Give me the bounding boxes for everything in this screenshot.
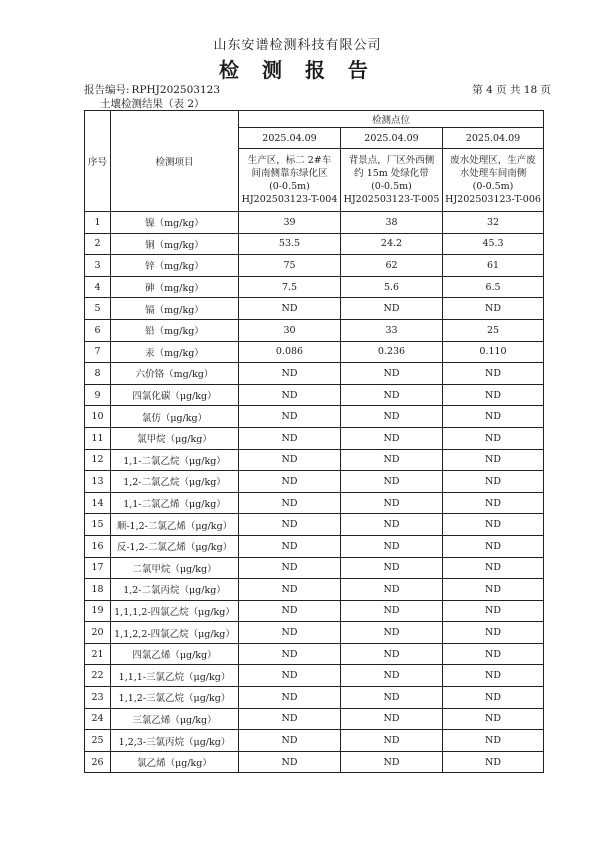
header-row-points bbox=[85, 111, 544, 128]
row-item: 1,1-二氯乙烯（μg/kg） bbox=[111, 492, 239, 514]
row-number: 2 bbox=[85, 233, 111, 255]
row-value: ND bbox=[443, 730, 544, 752]
row-value: ND bbox=[239, 384, 341, 406]
row-value: ND bbox=[341, 384, 443, 406]
row-value: 30 bbox=[239, 319, 341, 341]
report-title: 检 测 报 告 bbox=[219, 58, 376, 82]
row-number: 13 bbox=[85, 471, 111, 493]
table-row bbox=[85, 449, 544, 471]
row-number: 17 bbox=[85, 557, 111, 579]
table-row bbox=[85, 384, 544, 406]
point-location bbox=[239, 149, 341, 212]
row-value: ND bbox=[443, 579, 544, 601]
table-row bbox=[85, 557, 544, 579]
row-value: ND bbox=[239, 687, 341, 709]
table-row bbox=[85, 687, 544, 709]
point-sample-id: HJ202503123-T-006 bbox=[445, 194, 541, 205]
row-value: ND bbox=[341, 298, 443, 320]
row-value: ND bbox=[341, 471, 443, 493]
row-item: 1,1,2,2-四氯乙烷（μg/kg） bbox=[111, 622, 239, 644]
row-number: 1 bbox=[85, 212, 111, 234]
row-value: ND bbox=[443, 492, 544, 514]
company-name: 山东安谱检测科技有限公司 bbox=[213, 38, 382, 53]
row-value: ND bbox=[239, 406, 341, 428]
row-value: ND bbox=[239, 708, 341, 730]
row-number: 8 bbox=[85, 363, 111, 385]
row-value: 32 bbox=[443, 212, 544, 234]
table-row bbox=[85, 643, 544, 665]
table-row bbox=[85, 665, 544, 687]
row-value: 45.3 bbox=[443, 233, 544, 255]
row-item: 1,2-二氯乙烷（μg/kg） bbox=[111, 471, 239, 493]
page-info: 第 4 页 共 18 页 bbox=[472, 84, 551, 96]
row-value: ND bbox=[341, 406, 443, 428]
row-value: ND bbox=[443, 622, 544, 644]
point-location-line2: 约 15m 处绿化带 bbox=[354, 168, 429, 179]
row-item: 镍（mg/kg） bbox=[111, 212, 239, 234]
row-item: 1,2,3-三氯丙烷（μg/kg） bbox=[111, 730, 239, 752]
row-item: 汞（mg/kg） bbox=[111, 341, 239, 363]
results-table bbox=[84, 110, 544, 773]
report-number bbox=[84, 82, 222, 97]
point-sample-id: HJ202503123-T-004 bbox=[241, 194, 338, 205]
point-location-line1: 废水处理区，生产废 bbox=[450, 155, 536, 166]
row-value: ND bbox=[443, 363, 544, 385]
point-depth: (0-0.5m) bbox=[371, 181, 412, 192]
row-item: 1,1,1,2-四氯乙烷（μg/kg） bbox=[111, 600, 239, 622]
row-value: ND bbox=[341, 665, 443, 687]
row-value: 61 bbox=[443, 255, 544, 277]
table-row bbox=[85, 535, 544, 557]
table-row bbox=[85, 406, 544, 428]
table-row bbox=[85, 298, 544, 320]
row-number: 4 bbox=[85, 276, 111, 298]
row-value: ND bbox=[239, 557, 341, 579]
point-sample-id: HJ202503123-T-005 bbox=[343, 194, 440, 205]
row-value: 24.2 bbox=[341, 233, 443, 255]
row-value: ND bbox=[239, 471, 341, 493]
row-item: 四氯化碳（μg/kg） bbox=[111, 384, 239, 406]
point-location-line1: 背景点，厂区外西侧 bbox=[348, 155, 435, 166]
row-number: 14 bbox=[85, 492, 111, 514]
row-item: 锌（mg/kg） bbox=[111, 255, 239, 277]
row-value: ND bbox=[239, 579, 341, 601]
point-location-line2: 间南侧靠东绿化区 bbox=[251, 168, 328, 179]
row-item: 三氯乙烯（μg/kg） bbox=[111, 708, 239, 730]
row-item: 铅（mg/kg） bbox=[111, 319, 239, 341]
point-date: 2025.04.09 bbox=[239, 128, 341, 149]
row-value: 39 bbox=[239, 212, 341, 234]
row-value: ND bbox=[341, 600, 443, 622]
table-row bbox=[85, 427, 544, 449]
row-value: ND bbox=[443, 557, 544, 579]
table-row bbox=[85, 212, 544, 234]
point-date: 2025.04.09 bbox=[341, 128, 443, 149]
row-number: 20 bbox=[85, 622, 111, 644]
row-value: ND bbox=[239, 643, 341, 665]
row-value: ND bbox=[239, 730, 341, 752]
row-number: 5 bbox=[85, 298, 111, 320]
header-item: 检测项目 bbox=[111, 111, 239, 212]
row-value: 5.6 bbox=[341, 276, 443, 298]
row-item: 二氯甲烷（μg/kg） bbox=[111, 557, 239, 579]
row-value: ND bbox=[443, 708, 544, 730]
row-number: 15 bbox=[85, 514, 111, 536]
row-value: ND bbox=[443, 449, 544, 471]
table-row bbox=[85, 730, 544, 752]
row-value: ND bbox=[341, 708, 443, 730]
row-value: ND bbox=[443, 643, 544, 665]
row-value: ND bbox=[443, 298, 544, 320]
row-value: ND bbox=[443, 514, 544, 536]
table-row bbox=[85, 492, 544, 514]
table-row bbox=[85, 255, 544, 277]
row-value: ND bbox=[341, 363, 443, 385]
row-value: ND bbox=[239, 665, 341, 687]
row-value: ND bbox=[341, 687, 443, 709]
report-number-value: RPHJ202503123 bbox=[131, 84, 221, 96]
row-item: 1,1,1-三氯乙烷（μg/kg） bbox=[111, 665, 239, 687]
row-value: ND bbox=[443, 384, 544, 406]
row-item: 顺-1,2-二氯乙烯（μg/kg） bbox=[111, 514, 239, 536]
row-value: ND bbox=[239, 600, 341, 622]
row-number: 18 bbox=[85, 579, 111, 601]
row-number: 25 bbox=[85, 730, 111, 752]
row-number: 26 bbox=[85, 751, 111, 773]
header-points: 检测点位 bbox=[239, 111, 544, 128]
row-value: ND bbox=[239, 751, 341, 773]
row-value: ND bbox=[239, 622, 341, 644]
row-value: ND bbox=[341, 643, 443, 665]
row-value: ND bbox=[239, 427, 341, 449]
row-value: 0.110 bbox=[443, 341, 544, 363]
table-row bbox=[85, 751, 544, 773]
row-number: 21 bbox=[85, 643, 111, 665]
row-value: ND bbox=[239, 535, 341, 557]
row-value: 6.5 bbox=[443, 276, 544, 298]
table-row bbox=[85, 363, 544, 385]
row-value: ND bbox=[341, 427, 443, 449]
table-row bbox=[85, 622, 544, 644]
row-item: 镉（mg/kg） bbox=[111, 298, 239, 320]
row-number: 22 bbox=[85, 665, 111, 687]
row-value: ND bbox=[443, 427, 544, 449]
row-item: 四氯乙烯（μg/kg） bbox=[111, 643, 239, 665]
row-value: 0.236 bbox=[341, 341, 443, 363]
table-row bbox=[85, 319, 544, 341]
row-value: ND bbox=[443, 600, 544, 622]
table-row bbox=[85, 341, 544, 363]
row-number: 11 bbox=[85, 427, 111, 449]
table-row bbox=[85, 708, 544, 730]
row-item: 氯仿（μg/kg） bbox=[111, 406, 239, 428]
row-value: ND bbox=[443, 751, 544, 773]
table-row bbox=[85, 600, 544, 622]
row-value: ND bbox=[341, 535, 443, 557]
point-depth: (0-0.5m) bbox=[472, 181, 514, 192]
table-subtitle: 土壤检测结果（表 2） bbox=[100, 98, 205, 110]
row-value: ND bbox=[443, 665, 544, 687]
table-row bbox=[85, 471, 544, 493]
report-number-label: 报告编号: bbox=[84, 84, 130, 96]
row-item: 1,1,2-三氯乙烷（μg/kg） bbox=[111, 687, 239, 709]
row-value: ND bbox=[443, 471, 544, 493]
row-value: ND bbox=[341, 557, 443, 579]
row-value: 33 bbox=[341, 319, 443, 341]
table-row bbox=[85, 579, 544, 601]
table-row bbox=[85, 233, 544, 255]
table-row bbox=[85, 276, 544, 298]
row-item: 1,2-二氯丙烷（μg/kg） bbox=[111, 579, 239, 601]
table-row bbox=[85, 514, 544, 536]
row-number: 23 bbox=[85, 687, 111, 709]
row-value: 53.5 bbox=[239, 233, 341, 255]
row-number: 3 bbox=[85, 255, 111, 277]
row-number: 6 bbox=[85, 319, 111, 341]
row-value: ND bbox=[341, 622, 443, 644]
row-value: ND bbox=[443, 687, 544, 709]
row-value: ND bbox=[443, 406, 544, 428]
row-number: 24 bbox=[85, 708, 111, 730]
row-value: ND bbox=[239, 298, 341, 320]
row-item: 反-1,2-二氯乙烯（μg/kg） bbox=[111, 535, 239, 557]
row-value: ND bbox=[239, 492, 341, 514]
row-value: ND bbox=[239, 449, 341, 471]
row-value: ND bbox=[341, 514, 443, 536]
row-number: 10 bbox=[85, 406, 111, 428]
row-value: ND bbox=[341, 579, 443, 601]
row-number: 7 bbox=[85, 341, 111, 363]
row-number: 19 bbox=[85, 600, 111, 622]
point-depth: (0-0.5m) bbox=[269, 181, 310, 192]
row-item: 1,1-二氯乙烷（μg/kg） bbox=[111, 449, 239, 471]
point-location bbox=[341, 149, 443, 212]
point-date: 2025.04.09 bbox=[443, 128, 544, 149]
header-seq: 序号 bbox=[85, 111, 111, 212]
row-value: 38 bbox=[341, 212, 443, 234]
row-value: 75 bbox=[239, 255, 341, 277]
row-value: 0.086 bbox=[239, 341, 341, 363]
row-value: 7.5 bbox=[239, 276, 341, 298]
point-location-line2: 水处理车间南侧 bbox=[459, 168, 527, 179]
row-item: 六价铬（mg/kg） bbox=[111, 363, 239, 385]
point-location bbox=[443, 149, 544, 212]
row-value: ND bbox=[341, 449, 443, 471]
row-item: 砷（mg/kg） bbox=[111, 276, 239, 298]
row-value: ND bbox=[341, 730, 443, 752]
row-value: ND bbox=[341, 751, 443, 773]
row-value: ND bbox=[239, 363, 341, 385]
row-item: 氯乙烯（μg/kg） bbox=[111, 751, 239, 773]
row-value: 62 bbox=[341, 255, 443, 277]
row-value: ND bbox=[239, 514, 341, 536]
point-location-line1: 生产区，标二 2#车 bbox=[247, 155, 332, 166]
row-value: ND bbox=[443, 535, 544, 557]
row-value: ND bbox=[341, 492, 443, 514]
row-item: 铜（mg/kg） bbox=[111, 233, 239, 255]
row-number: 12 bbox=[85, 449, 111, 471]
row-number: 16 bbox=[85, 535, 111, 557]
row-item: 氯甲烷（μg/kg） bbox=[111, 427, 239, 449]
row-number: 9 bbox=[85, 384, 111, 406]
row-value: 25 bbox=[443, 319, 544, 341]
